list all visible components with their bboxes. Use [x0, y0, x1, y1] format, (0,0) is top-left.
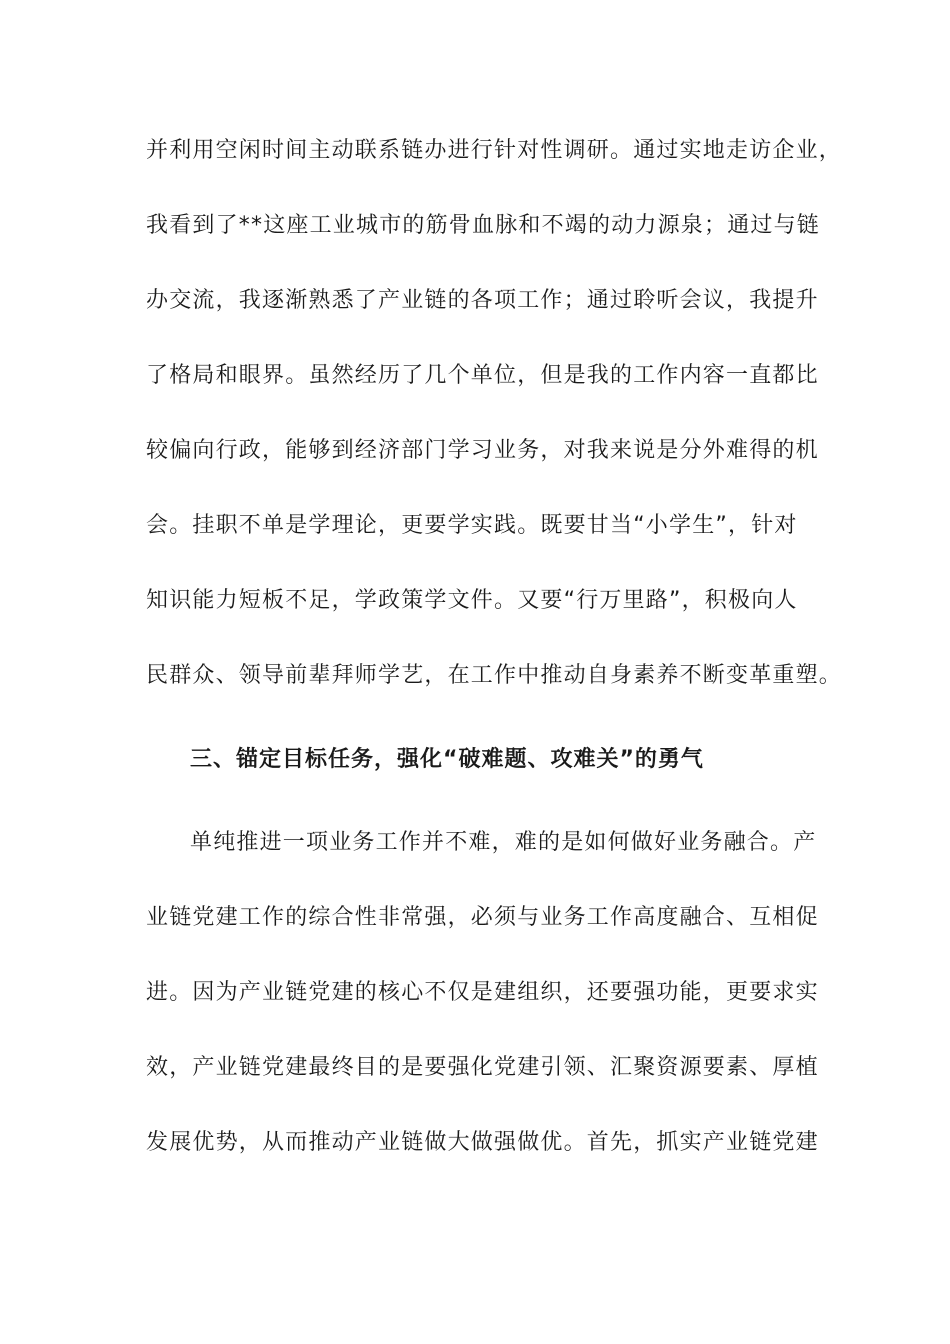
paragraph-2-line-2: 业链党建工作的综合性非常强，必须与业务工作高度融合、互相促 [146, 905, 819, 930]
paragraph-2-line-5: 发展优势，从而推动产业链做大做强做优。首先，抓实产业链党建 [146, 1130, 819, 1155]
paragraph-2-line-3: 进。因为产业链党建的核心不仅是建组织，还要强功能，更要求实 [146, 980, 819, 1005]
paragraph-1-line-5: 较偏向行政，能够到经济部门学习业务，对我来说是分外难得的机 [146, 438, 819, 463]
paragraph-1-line-2: 我看到了**这座工业城市的筋骨血脉和不竭的动力源泉；通过与链 [146, 213, 821, 238]
paragraph-1-line-1: 并利用空闲时间主动联系链办进行针对性调研。通过实地走访企业， [146, 138, 843, 163]
paragraph-1-line-8: 民群众、领导前辈拜师学艺，在工作中推动自身素养不断变革重塑。 [146, 663, 843, 688]
paragraph-2-line-1: 单纯推进一项业务工作并不难，难的是如何做好业务融合。产 [190, 830, 817, 855]
paragraph-2-line-4: 效，产业链党建最终目的是要强化党建引领、汇聚资源要素、厚植 [146, 1055, 819, 1080]
paragraph-1-line-7: 知识能力短板不足，学政策学文件。又要“行万里路”，积极向人 [146, 588, 798, 613]
section-heading: 三、锚定目标任务，强化“破难题、攻难关”的勇气 [190, 747, 704, 772]
paragraph-1-line-4: 了格局和眼界。虽然经历了几个单位，但是我的工作内容一直都比 [146, 363, 819, 388]
paragraph-1-line-6: 会。挂职不单是学理论，更要学实践。既要甘当“小学生”，针对 [146, 513, 798, 538]
paragraph-1-line-3: 办交流，我逐渐熟悉了产业链的各项工作；通过聆听会议，我提升 [146, 288, 819, 313]
